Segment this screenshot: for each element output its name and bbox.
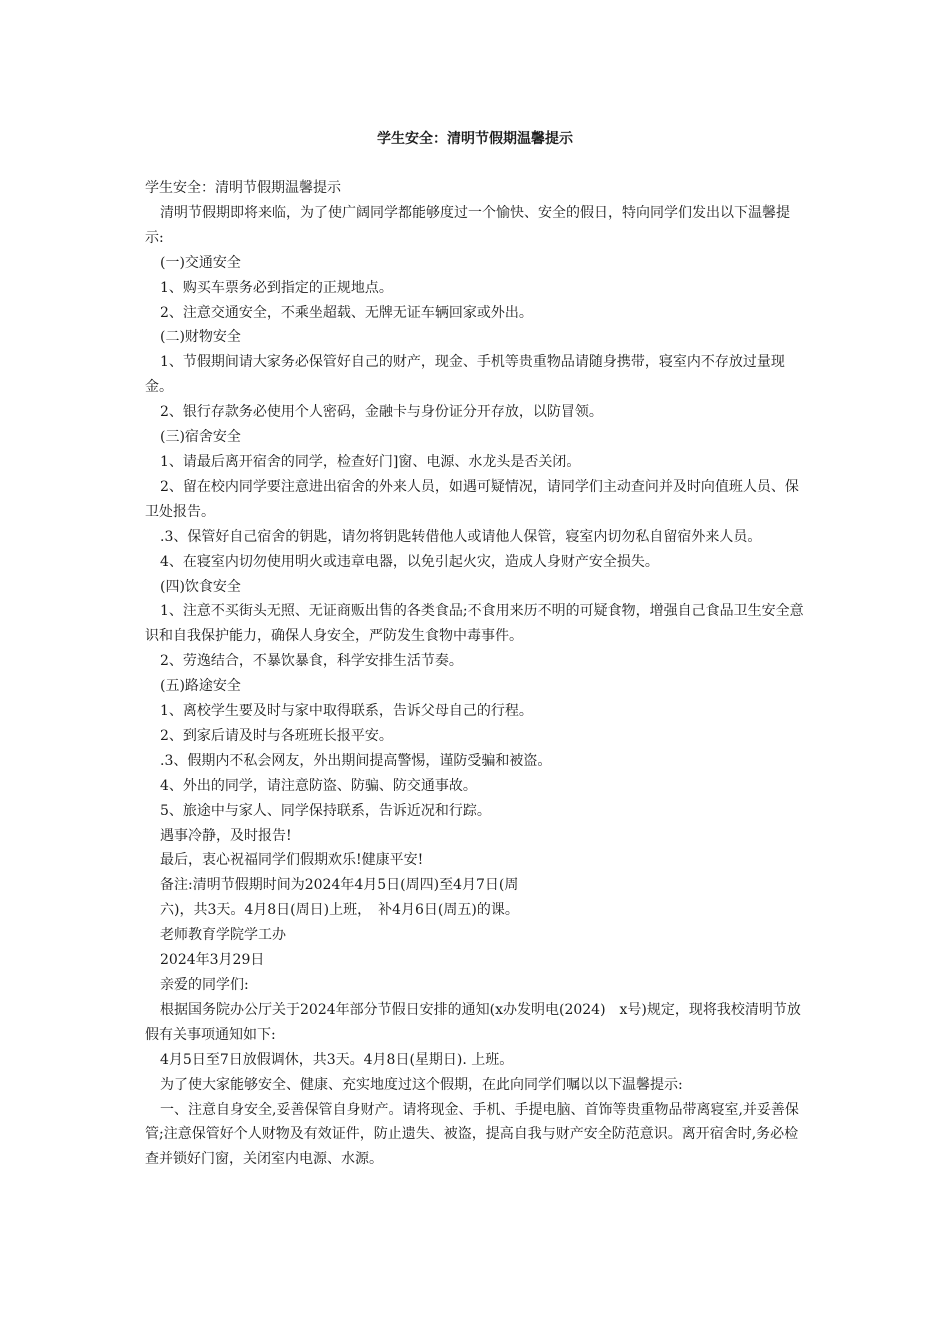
paragraph: 学生安全：清明节假期温馨提示: [145, 180, 341, 196]
paragraph: 5、旅途中与家人、同学保持联系，告诉近况和行踪。: [160, 802, 491, 819]
paragraph: 2024年3月29日: [160, 952, 265, 969]
paragraph: 老师教育学院学工办: [160, 927, 286, 944]
paragraph: 为了使大家能够安全、健康、充实地度过这个假期，在此向同学们嘱以以下温馨提示:: [160, 1076, 683, 1093]
paragraph: 1、购买车票务必到指定的正规地点。: [160, 279, 393, 296]
paragraph: 2、劳逸结合，不暴饮暴食，科学安排生活节奏。: [160, 653, 463, 670]
paragraph: 2、银行存款务必使用个人密码，金融卡与身份证分开存放，以防冒领。: [160, 404, 603, 421]
paragraph: (五)路途安全: [160, 678, 241, 695]
paragraph: 一、注意自身安全,妥善保管自身财产。请将现金、手机、手提电脑、首饰等贵重物品带离寝室,并妥善保管;注意保管好个人财物及有效证件，防止遗失、被盗，提高自我与财产安全防范意识。离开宿舍时,务必检查并锁好门窗，关闭室内电源、水源。: [145, 1101, 799, 1168]
paragraph: 备注:清明节假期时间为2024年4月5日(周四)至4月7日(周: [160, 877, 519, 894]
paragraph: 2、留在校内同学要注意进出宿舍的外来人员，如遇可疑情况，请同学们主动查问并及时向值班人员、保卫处报告。: [145, 478, 799, 520]
paragraph: (四)饮食安全: [160, 578, 241, 595]
paragraph: .3、假期内不私会网友，外出期间提高警惕，谨防受骗和被盗。: [160, 752, 552, 769]
paragraph: 六)，共3天。4月8日(周日)上班， 补4月6日(周五)的课。: [160, 902, 519, 919]
paragraph: (一)交通安全: [160, 254, 241, 271]
paragraph: .3、保管好自己宿舍的钥匙，请勿将钥匙转借他人或请他人保管，寝室内切勿私自留宿外来人员。: [160, 528, 762, 545]
paragraph: 清明节假期即将来临，为了使广阔同学都能够度过一个愉快、安全的假日，特向同学们发出以下温馨提示:: [145, 204, 790, 246]
paragraph: 1、注意不买街头无照、无证商贩出售的各类食品;不食用来历不明的可疑食物，增强自己食品卫生安全意识和自我保护能力，确保人身安全，严防发生食物中毒事件。: [145, 603, 804, 645]
document-body: [145, 176, 805, 1172]
page-title: 学生安全：清明节假期温馨提示: [377, 131, 573, 147]
paragraph: 4、在寝室内切勿使用明火或违章电器，以免引起火灾，造成人身财产安全损失。: [160, 553, 659, 570]
paragraph: 遇事冷静，及时报告!: [160, 827, 292, 844]
paragraph: 2、到家后请及时与各班班长报平安。: [160, 727, 393, 744]
paragraph: 最后，衷心祝福同学们假期欢乐!健康平安!: [160, 852, 424, 869]
paragraph: 1、离校学生要及时与家中取得联系，告诉父母自己的行程。: [160, 703, 533, 720]
paragraph: 亲爱的同学们:: [160, 977, 249, 993]
paragraph: 4月5日至7日放假调休，共3天。4月8日(星期日). 上班。: [160, 1051, 514, 1068]
paragraph: 1、节假期间请大家务必保管好自己的财产，现金、手机等贵重物品请随身携带，寝室内不存放过量现金。: [145, 354, 785, 396]
paragraph: (二)财物安全: [160, 329, 241, 346]
paragraph: 1、请最后离开宿舍的同学，检查好门]窗、电源、水龙头是否关闭。: [160, 453, 581, 470]
paragraph: (三)宿舍安全: [160, 429, 241, 446]
paragraph: 2、注意交通安全，不乘坐超载、无牌无证车辆回家或外出。: [160, 304, 533, 321]
paragraph: 根据国务院办公厅关于2024年部分节假日安排的通知(x办发明电(2024) x号)规定，现将我校清明节放假有关事项通知如下:: [145, 1001, 801, 1043]
paragraph: 4、外出的同学，请注意防盗、防骗、防交通事故。: [160, 777, 477, 794]
